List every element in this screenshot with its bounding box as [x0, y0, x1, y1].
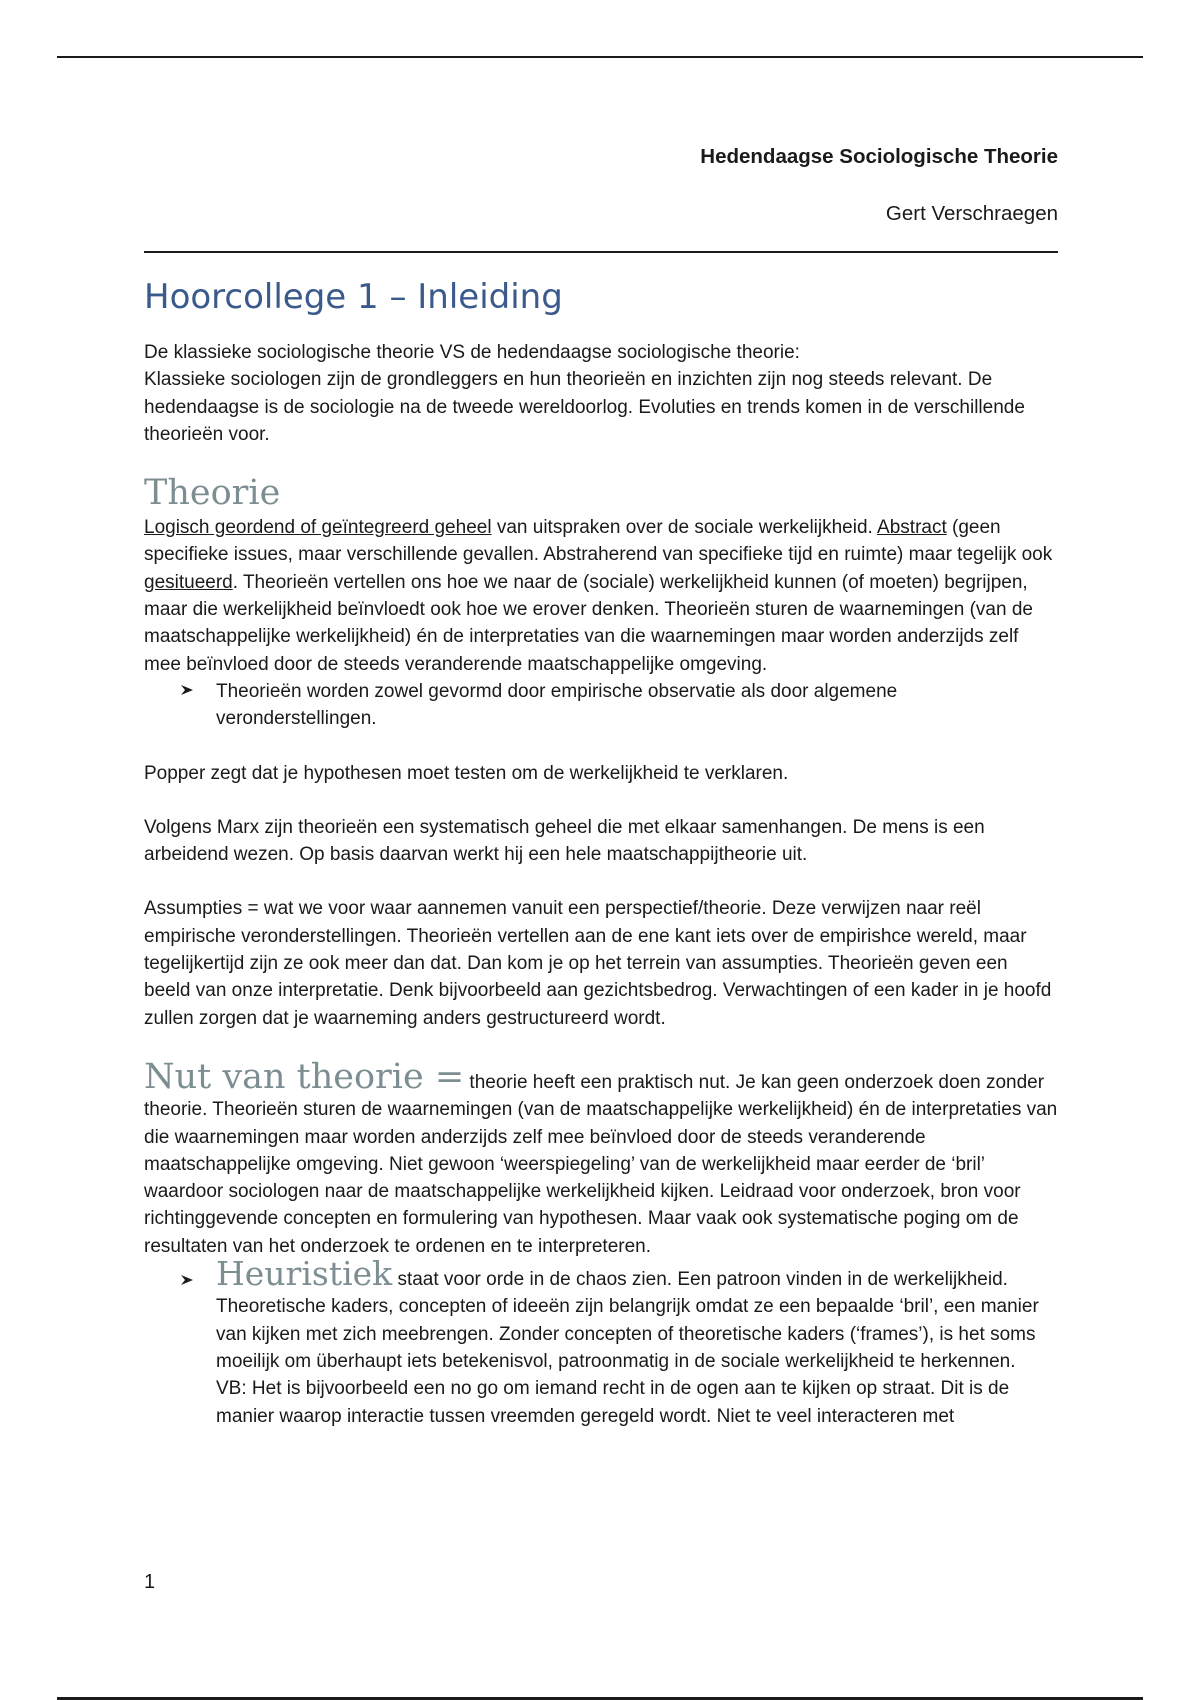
author-name: Gert Verschraegen [885, 202, 1058, 225]
page-number: 1 [144, 1571, 156, 1593]
list-item [216, 678, 1058, 733]
theorie-underline-2: Abstract [877, 517, 947, 539]
theorie-heading: Theorie [144, 473, 281, 514]
heuristiek-bullet-list [144, 1254, 1058, 1430]
intro-section [144, 339, 1058, 448]
popper-paragraph: Popper zegt dat je hypothesen moet testen om de werkelijkheid te verklaren. [144, 762, 789, 784]
list-item [216, 1254, 1058, 1430]
heuristiek-heading: Heuristiek [216, 1254, 393, 1294]
nut-paragraph [144, 1056, 1058, 1260]
nut-heading: Nut van theorie = [144, 1056, 465, 1097]
theorie-paragraph [144, 514, 1058, 678]
theorie-bullet-text: Theorieën worden zowel gevormd door empirische observatie als door algemene veronderstellingen. [216, 680, 898, 730]
theorie-text-3: . Theorieën vertellen ons hoe we naar de (sociale) werkelijkheid kunnen (of moeten) begrijpen, maar die werkelijkheid beïnvloedt ook hoe we erover denken. Theorieën sturen de waarnemingen (van de maatschappelijke werkelijkheid) én de interpretaties van die waarnemingen maar worden anderzijds zelf mee beïnvloed door de steeds veranderende maatschappelijke omgeving. [144, 571, 1033, 675]
theorie-text-1: van uitspraken over de sociale werkelijkheid. [491, 517, 878, 539]
assumpties-paragraph: Assumpties = wat we voor waar aannemen vanuit een perspectief/theorie. Deze verwijzen naar reël empirische veronderstellingen. Theorieën vertellen aan de ene kant iets over de empirishce wereld, maar tegelijkertijd zijn ze ook meer dan dat. Dan kom je op het terrein van assumpties. Theorieën geven een beeld van onze interpretatie. Denk bijvoorbeeld aan gezichtsbedrog. Verwachtingen of een kader in je hoofd zullen zorgen dat je waarneming anders gestructureerd wordt. [144, 898, 1052, 1029]
document-header [144, 142, 1058, 253]
page-top-rule [57, 56, 1143, 58]
intro-body: Klassieke sociologen zijn de grondleggers en hun theorieën en inzichten zijn nog steeds relevant. De hedendaagse is de sociologie na de tweede wereldoorlog. Evoluties en trends komen in de verschillende theorieën voor. [144, 369, 1025, 445]
theorie-underline-1: Logisch geordend of geïntegreerd geheel [144, 517, 492, 539]
header-rule [144, 251, 1058, 253]
document-page [144, 142, 1058, 1430]
theorie-bullet-list [144, 678, 1058, 733]
theorie-underline-3: gesitueerd [144, 571, 233, 593]
nut-text: theorie heeft een praktisch nut. Je kan geen onderzoek doen zonder theorie. Theorieën sturen de waarnemingen (van de maatschappelijke werkelijkheid) én de interpretaties van die waarnemingen maar worden anderzijds zelf mee beïnvloed door de steeds veranderende maatschappelijke omgeving. Niet gewoon ‘weerspiegeling’ van de werkelijkheid maar eerder de ‘bril’ waardoor sociologen naar de maatschappelijke werkelijkheid kijken. Leidraad voor onderzoek, bron voor richtinggevende concepten en formulering van hypothesen. Maar vaak ook systematische poging om de resultaten van het onderzoek te ordenen en te interpreteren. [144, 1071, 1058, 1257]
marx-paragraph: Volgens Marx zijn theorieën een systematisch geheel die met elkaar samenhangen. De mens is een arbeidend wezen. Op basis daarvan werkt hij een hele maatschappijtheorie uit. [144, 816, 985, 866]
theorie-text-2: (geen specifieke issues, maar verschillende gevallen. Abstraherend van specifieke tijd en ruimte) maar tegelijk ook [144, 517, 1053, 566]
arrowhead-bullet-icon [180, 678, 194, 705]
heuristiek-text: staat voor orde in de chaos zien. Een patroon vinden in de werkelijkheid. Theoretische kaders, concepten of ideeën zijn belangrijk omdat ze een bepaalde ‘bril’, een manier van kijken met zich meebrengen. Zonder concepten of theoretische kaders (‘frames’), is het soms moeilijk om überhaupt iets betekenisvol, patroonmatig in de sociale werkelijkheid te herkennen. [216, 1269, 1039, 1372]
heuristiek-example: VB: Het is bijvoorbeeld een no go om iemand recht in de ogen aan te kijken op straat. Dit is de manier waarop interactie tussen vreemden geregeld wordt. Niet te veel interacteren met [216, 1378, 1010, 1427]
intro-line: De klassieke sociologische theorie VS de hedendaagse sociologische theorie: [144, 342, 800, 363]
arrowhead-bullet-icon [180, 1268, 194, 1295]
course-title: Hedendaagse Sociologische Theorie [700, 145, 1058, 168]
lecture-title: Hoorcollege 1 – Inleiding [144, 277, 563, 317]
